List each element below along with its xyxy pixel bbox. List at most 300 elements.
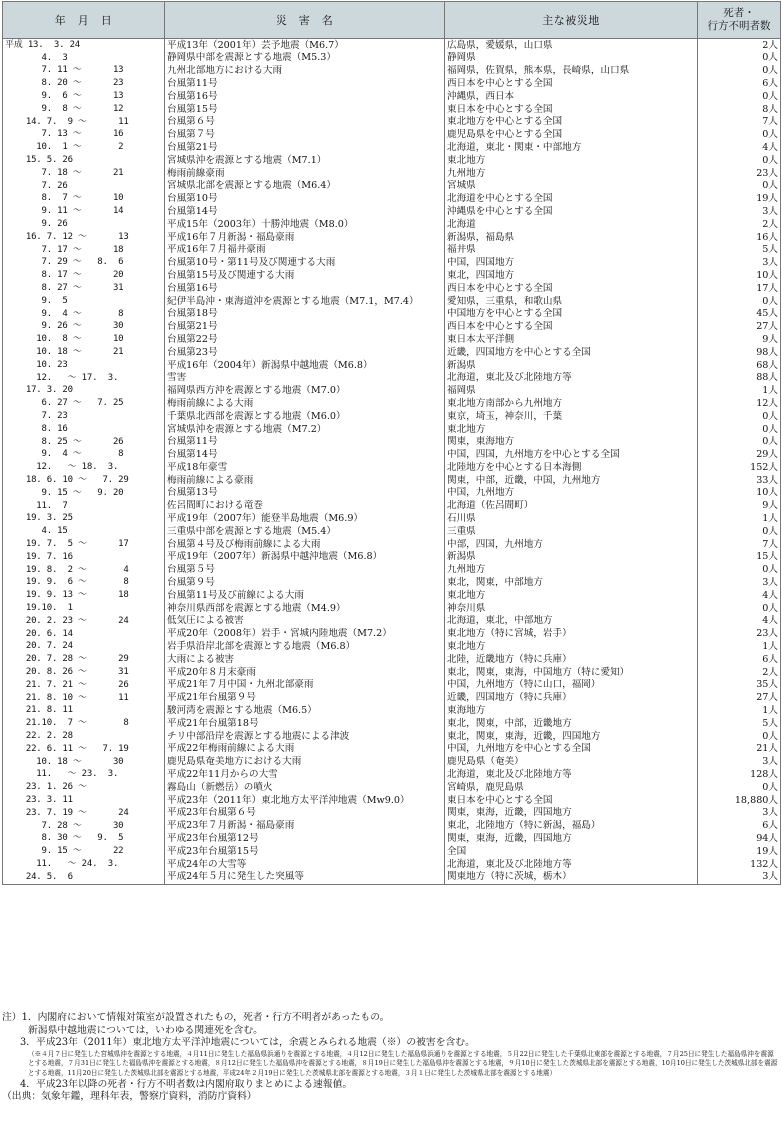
row-disaster-name: 平成24年の大雪等 [165, 858, 445, 871]
row-affected-area: 西日本を中心とする全国 [445, 321, 698, 334]
row-date: 21. 7. 21 ～ 26 [3, 679, 165, 692]
row-disaster-name: 佐呂間町における竜巻 [165, 500, 445, 513]
table-row [3, 244, 781, 257]
row-date: 11. ～ 24. 3. [3, 858, 165, 871]
header-date: 年 月 日 [3, 2, 165, 39]
row-deaths: 9人 [698, 500, 781, 513]
row-affected-area: 静岡県 [445, 52, 698, 65]
table-row [3, 615, 781, 628]
row-deaths: 17人 [698, 282, 781, 295]
row-date: 23. 1. 26 ～ [3, 781, 165, 794]
row-disaster-name: 台風第15号及び関連する大雨 [165, 269, 445, 282]
row-deaths: 94人 [698, 832, 781, 845]
row-date: 9. 8 ～ 12 [3, 103, 165, 116]
table-row [3, 39, 781, 52]
row-disaster-name: 梅雨前線豪雨 [165, 167, 445, 180]
row-affected-area: 北海道 [445, 218, 698, 231]
row-deaths: 4人 [698, 589, 781, 602]
row-affected-area: 東日本を中心とする全国 [445, 794, 698, 807]
table-row [3, 551, 781, 564]
row-disaster-name: 平成23年台風第12号 [165, 832, 445, 845]
table-row [3, 52, 781, 65]
table-row [3, 512, 781, 525]
row-deaths: 15人 [698, 551, 781, 564]
row-disaster-name: 台風第14号 [165, 449, 445, 462]
table-row [3, 461, 781, 474]
row-affected-area: 全国 [445, 845, 698, 858]
row-disaster-name: 梅雨前線による大雨 [165, 397, 445, 410]
row-date: 7. 13 ～ 16 [3, 129, 165, 142]
row-disaster-name: 静岡県中部を震源とする地震（M5.3） [165, 52, 445, 65]
row-affected-area: 沖縄県を中心とする全国 [445, 205, 698, 218]
row-deaths: 0人 [698, 295, 781, 308]
row-date: 10. 8 ～ 10 [3, 333, 165, 346]
row-deaths: 98人 [698, 346, 781, 359]
row-deaths: 3人 [698, 871, 781, 884]
table-row [3, 372, 781, 385]
row-date: 8. 16 [3, 423, 165, 436]
row-deaths: 9人 [698, 333, 781, 346]
row-date: 23. 3. 11 [3, 794, 165, 807]
table-row [3, 257, 781, 270]
row-deaths: 0人 [698, 564, 781, 577]
table-row [3, 628, 781, 641]
row-deaths: 29人 [698, 449, 781, 462]
row-deaths: 8人 [698, 103, 781, 116]
row-deaths: 16人 [698, 231, 781, 244]
table-row [3, 205, 781, 218]
row-date: 7. 17 ～ 18 [3, 244, 165, 257]
row-date: 7. 11 ～ 13 [3, 65, 165, 78]
row-deaths: 2人 [698, 666, 781, 679]
row-affected-area: 新潟県 [445, 359, 698, 372]
row-affected-area: 東日本太平洋側 [445, 333, 698, 346]
row-deaths: 2人 [698, 39, 781, 52]
row-affected-area: 東北地方 [445, 423, 698, 436]
row-date: 9. 4 ～ 8 [3, 308, 165, 321]
row-disaster-name: 平成19年（2007年）能登半島地震（M6.9） [165, 512, 445, 525]
row-date: 8. 20 ～ 23 [3, 77, 165, 90]
row-date: 20. 7. 24 [3, 640, 165, 653]
table-row [3, 295, 781, 308]
table-row [3, 666, 781, 679]
row-deaths: 19人 [698, 193, 781, 206]
row-affected-area: 西日本を中心とする全国 [445, 77, 698, 90]
table-row [3, 768, 781, 781]
table-row [3, 346, 781, 359]
row-affected-area: 北海道を中心とする全国 [445, 193, 698, 206]
table-row [3, 333, 781, 346]
row-affected-area: 関東，東海，近畿，四国地方 [445, 807, 698, 820]
row-affected-area: 新潟県，福島県 [445, 231, 698, 244]
row-deaths: 132人 [698, 858, 781, 871]
row-affected-area: 福岡県，佐賀県，熊本県，長崎県，山口県 [445, 65, 698, 78]
row-disaster-name: 神奈川県西部を震源とする地震（M4.9） [165, 602, 445, 615]
table-row [3, 154, 781, 167]
row-affected-area: 北海道（佐呂間町） [445, 500, 698, 513]
row-date: 9. 26 [3, 218, 165, 231]
row-date: 19. 7. 16 [3, 551, 165, 564]
row-date: 7. 28 ～ 30 [3, 820, 165, 833]
table-row [3, 717, 781, 730]
row-deaths: 3人 [698, 205, 781, 218]
row-deaths: 5人 [698, 717, 781, 730]
row-deaths: 10人 [698, 269, 781, 282]
table-row [3, 141, 781, 154]
row-disaster-name: チリ中部沿岸を震源とする地震による津波 [165, 730, 445, 743]
row-affected-area: 東北地方南部から九州地方 [445, 397, 698, 410]
row-deaths: 1人 [698, 512, 781, 525]
row-date: 8. 27 ～ 31 [3, 282, 165, 295]
table-row [3, 679, 781, 692]
row-affected-area: 石川県 [445, 512, 698, 525]
row-affected-area: 九州地方 [445, 167, 698, 180]
table-row [3, 474, 781, 487]
row-affected-area: 沖縄県，西日本 [445, 90, 698, 103]
row-affected-area: 関東，東海，近畿，四国地方 [445, 832, 698, 845]
row-deaths: 33人 [698, 474, 781, 487]
row-date: 9. 11 ～ 14 [3, 205, 165, 218]
row-affected-area: 福井県 [445, 244, 698, 257]
row-disaster-name: 大雨による被害 [165, 653, 445, 666]
row-deaths: 0人 [698, 180, 781, 193]
row-affected-area: 北海道，東北・関東・中部地方 [445, 141, 698, 154]
note-3-detail: （※４月７日に発生した宮城県沖を震源とする地震，４月11日に発生した福島県浜通りを震源とする地震，４月12日に発生した福島県浜通りを震源とする地震，５月22日に発生した千葉県北東部を震源とする地震，７月25日に発生した福島県沖を震源とする地震，７月31日に発生した福島県沖を震源とする地震，８月12日に発生した福島県沖を震源とする地震，８月19日に発生した福島県沖を震源とする地震，９月10日に発生した茨城県北部を震源とする地震，10月10日に発生した茨城県北部を震源とする地震，11月20日に発生した茨城県北部を震源とする地震，平成24年２月19日に発生した茨城県北部を震源とする地震，３月１日に発生した茨城県北部を震源とする地震） [28, 1049, 778, 1077]
row-deaths: 6人 [698, 77, 781, 90]
table-row [3, 832, 781, 845]
row-disaster-name: 台風第11号及び前線による大雨 [165, 589, 445, 602]
row-disaster-name: 台風第10号・第11号及び関連する大雨 [165, 257, 445, 270]
table-row [3, 820, 781, 833]
row-date: 16. 7. 12 ～ 13 [3, 231, 165, 244]
row-affected-area: 中国，九州地方 [445, 487, 698, 500]
row-disaster-name: 平成18年豪雪 [165, 461, 445, 474]
row-deaths: 88人 [698, 372, 781, 385]
row-deaths: 1人 [698, 640, 781, 653]
row-date: 19. 9. 13 ～ 18 [3, 589, 165, 602]
row-disaster-name: 鹿児島県奄美地方における大雨 [165, 756, 445, 769]
row-deaths: 6人 [698, 820, 781, 833]
table-row [3, 116, 781, 129]
row-date: 20. 8. 26 ～ 31 [3, 666, 165, 679]
row-deaths: 23人 [698, 628, 781, 641]
row-deaths: 3人 [698, 257, 781, 270]
row-date: 6. 27 ～ 7. 25 [3, 397, 165, 410]
row-affected-area: 関東地方（特に茨城，栃木） [445, 871, 698, 884]
row-deaths: 2人 [698, 218, 781, 231]
table-row [3, 436, 781, 449]
row-affected-area: 東北，関東，東海，近畿，四国地方 [445, 730, 698, 743]
row-affected-area: 東海地方 [445, 704, 698, 717]
table-row [3, 653, 781, 666]
table-row [3, 282, 781, 295]
row-disaster-name: 平成22年梅雨前線による大雨 [165, 743, 445, 756]
row-deaths: 18,880人 [698, 794, 781, 807]
header-deaths [698, 2, 781, 39]
row-affected-area: 東日本を中心とする全国 [445, 103, 698, 116]
row-date: 7. 29 ～ 8. 6 [3, 257, 165, 270]
row-date: 9. 4 ～ 8 [3, 449, 165, 462]
row-affected-area: 北海道，東北及び北陸地方等 [445, 768, 698, 781]
row-affected-area: 東北地方 [445, 640, 698, 653]
table-row [3, 576, 781, 589]
row-date: 20. 6. 14 [3, 628, 165, 641]
row-disaster-name: 台風第４号及び梅雨前線による大雨 [165, 538, 445, 551]
table-row [3, 743, 781, 756]
row-deaths: 7人 [698, 538, 781, 551]
row-disaster-name: 台風第16号 [165, 90, 445, 103]
row-deaths: 23人 [698, 167, 781, 180]
table-row [3, 77, 781, 90]
row-deaths: 1人 [698, 704, 781, 717]
row-deaths: 27人 [698, 692, 781, 705]
row-affected-area: 中国，四国地方 [445, 257, 698, 270]
table-row [3, 525, 781, 538]
row-affected-area: 北海道，東北及び北陸地方等 [445, 372, 698, 385]
row-affected-area: 東北地方 [445, 154, 698, 167]
row-affected-area: 中国地方を中心とする全国 [445, 308, 698, 321]
row-disaster-name: 雪害 [165, 372, 445, 385]
row-disaster-name: 台風第13号 [165, 487, 445, 500]
row-deaths: 0人 [698, 730, 781, 743]
row-date: 7. 18 ～ 21 [3, 167, 165, 180]
row-date: 8. 7 ～ 10 [3, 193, 165, 206]
row-date: 9. 15 ～ 9. 20 [3, 487, 165, 500]
row-deaths: 12人 [698, 397, 781, 410]
row-disaster-name: 平成13年（2001年）芸予地震（M6.7） [165, 39, 445, 52]
row-date: 9. 6 ～ 13 [3, 90, 165, 103]
note-2: 新潟県中越地震については，いわゆる関連死を含む。 [28, 1024, 263, 1036]
table-header-row [3, 2, 781, 39]
table-row [3, 180, 781, 193]
table-row [3, 449, 781, 462]
row-disaster-name: 台風第11号 [165, 436, 445, 449]
row-disaster-name: 紀伊半島沖・東海道沖を震源とする地震（M7.1，M7.4） [165, 295, 445, 308]
row-disaster-name: 駿河湾を震源とする地震（M6.5） [165, 704, 445, 717]
table-row [3, 730, 781, 743]
row-date: 平成 13. 3. 24 [3, 39, 165, 52]
row-date: 22. 2. 28 [3, 730, 165, 743]
row-deaths: 4人 [698, 615, 781, 628]
row-disaster-name: 台風第11号 [165, 77, 445, 90]
row-disaster-name: 宮城県沖を震源とする地震（M7.1） [165, 154, 445, 167]
row-date: 8. 30 ～ 9. 5 [3, 832, 165, 845]
row-affected-area: 広島県，愛媛県，山口県 [445, 39, 698, 52]
table-row [3, 807, 781, 820]
note-4: 4．平成23年以降の死者・行方不明者数は内閣府取りまとめによる速報値。 [20, 1078, 353, 1090]
row-affected-area: 西日本を中心とする全国 [445, 282, 698, 295]
table-row [3, 359, 781, 372]
row-date: 9. 26 ～ 30 [3, 321, 165, 334]
row-deaths: 0人 [698, 154, 781, 167]
row-date: 19. 8. 2 ～ 4 [3, 564, 165, 577]
table-row [3, 218, 781, 231]
row-disaster-name: 低気圧による被害 [165, 615, 445, 628]
row-date: 9. 5 [3, 295, 165, 308]
row-affected-area: 中国，四国，九州地方を中心とする全国 [445, 449, 698, 462]
table-row [3, 845, 781, 858]
table-body [3, 39, 781, 885]
table-row [3, 564, 781, 577]
table-row [3, 602, 781, 615]
row-deaths: 45人 [698, 308, 781, 321]
row-deaths: 0人 [698, 65, 781, 78]
row-disaster-name: 平成20年（2008年）岩手・宮城内陸地震（M7.2） [165, 628, 445, 641]
row-disaster-name: 台風第10号 [165, 193, 445, 206]
row-deaths: 10人 [698, 487, 781, 500]
header-disaster-name: 災 害 名 [165, 2, 445, 39]
row-date: 10. 18 ～ 21 [3, 346, 165, 359]
row-disaster-name: 平成23年７月新潟・福島豪雨 [165, 820, 445, 833]
row-date: 10. 1 ～ 2 [3, 141, 165, 154]
row-affected-area: 中国，九州地方を中心とする全国 [445, 743, 698, 756]
row-disaster-name: 三重県中部を震源とする地震（M5.4） [165, 525, 445, 538]
row-deaths: 3人 [698, 576, 781, 589]
row-affected-area: 北陸地方を中心とする日本海側 [445, 461, 698, 474]
source-note: （出典：気象年鑑，理科年表，警察庁資料，消防庁資料） [2, 1091, 257, 1103]
row-disaster-name: 千葉県北西部を震源とする地震（M6.0） [165, 410, 445, 423]
row-deaths: 0人 [698, 781, 781, 794]
table-row [3, 538, 781, 551]
note-1: 注）1．内閣府において情報対策室が設置されたもの，死者・行方不明者があったもの。 [2, 1012, 390, 1023]
row-affected-area: 東北，関東，東海，中国地方（特に愛知） [445, 666, 698, 679]
table-row [3, 321, 781, 334]
row-date: 7. 23 [3, 410, 165, 423]
row-affected-area: 関東，東海地方 [445, 436, 698, 449]
row-date: 21. 8. 10 ～ 11 [3, 692, 165, 705]
table-row [3, 423, 781, 436]
table-row [3, 756, 781, 769]
row-disaster-name: 岩手県沿岸北部を震源とする地震（M6.8） [165, 640, 445, 653]
row-disaster-name: 台風第23号 [165, 346, 445, 359]
table-row [3, 781, 781, 794]
row-deaths: 0人 [698, 423, 781, 436]
row-disaster-name: 台風第15号 [165, 103, 445, 116]
row-disaster-name: 平成16年７月福井豪雨 [165, 244, 445, 257]
row-disaster-name: 平成15年（2003年）十勝沖地震（M8.0） [165, 218, 445, 231]
row-disaster-name: 平成16年（2004年）新潟県中越地震（M6.8） [165, 359, 445, 372]
table-row [3, 90, 781, 103]
row-affected-area: 中国，九州地方（特に山口，福岡） [445, 679, 698, 692]
row-affected-area: 鹿児島県を中心とする全国 [445, 129, 698, 142]
row-date: 18. 6. 10 ～ 7. 29 [3, 474, 165, 487]
table-row [3, 704, 781, 717]
header-deaths-line1: 死者・ [723, 7, 755, 19]
table-row [3, 397, 781, 410]
row-date: 10. 18 ～ 30 [3, 756, 165, 769]
row-disaster-name: 平成16年７月新潟・福島豪雨 [165, 231, 445, 244]
row-date: 15. 5. 26 [3, 154, 165, 167]
row-date: 4. 15 [3, 525, 165, 538]
row-affected-area: 神奈川県 [445, 602, 698, 615]
table-row [3, 269, 781, 282]
row-date: 12. ～ 17. 3. [3, 372, 165, 385]
row-deaths: 35人 [698, 679, 781, 692]
row-affected-area: 東北，四国地方 [445, 269, 698, 282]
row-affected-area: 鹿児島県（奄美） [445, 756, 698, 769]
row-affected-area: 北海道，東北及び北陸地方等 [445, 858, 698, 871]
row-date: 10. 23 [3, 359, 165, 372]
row-deaths: 0人 [698, 90, 781, 103]
row-date: 8. 17 ～ 20 [3, 269, 165, 282]
row-deaths: 0人 [698, 410, 781, 423]
row-disaster-name: 平成23年台風第６号 [165, 807, 445, 820]
row-deaths: 7人 [698, 116, 781, 129]
row-disaster-name: 台風第21号 [165, 141, 445, 154]
row-date: 12. ～ 18. 3. [3, 461, 165, 474]
row-disaster-name: 九州北部地方における大雨 [165, 65, 445, 78]
table-row [3, 871, 781, 884]
row-disaster-name: 台風第９号 [165, 576, 445, 589]
row-affected-area: 宮崎県，鹿児島県 [445, 781, 698, 794]
row-deaths: 152人 [698, 461, 781, 474]
row-disaster-name: 梅雨前線による豪雨 [165, 474, 445, 487]
table-row [3, 231, 781, 244]
row-affected-area: 東北地方を中心とする全国 [445, 116, 698, 129]
row-deaths: 5人 [698, 244, 781, 257]
row-date: 20. 7. 28 ～ 29 [3, 653, 165, 666]
row-date: 8. 25 ～ 26 [3, 436, 165, 449]
header-affected-area: 主な被災地 [445, 2, 698, 39]
table-row [3, 129, 781, 142]
row-affected-area: 近畿，四国地方（特に兵庫） [445, 692, 698, 705]
row-deaths: 1人 [698, 385, 781, 398]
table-row [3, 794, 781, 807]
row-affected-area: 北海道，東北，中部地方 [445, 615, 698, 628]
table-row [3, 640, 781, 653]
row-affected-area: 東北地方 [445, 589, 698, 602]
row-deaths: 4人 [698, 141, 781, 154]
row-date: 9. 15 ～ 22 [3, 845, 165, 858]
row-disaster-name: 台風第５号 [165, 564, 445, 577]
row-disaster-name: 平成23年（2011年）東北地方太平洋沖地震（Mw9.0） [165, 794, 445, 807]
disaster-table [2, 1, 781, 885]
row-affected-area: 北陸，近畿地方（特に兵庫） [445, 653, 698, 666]
row-date: 21. 8. 11 [3, 704, 165, 717]
row-deaths: 3人 [698, 807, 781, 820]
row-affected-area: 九州地方 [445, 564, 698, 577]
table-row [3, 692, 781, 705]
table-row [3, 103, 781, 116]
row-deaths: 68人 [698, 359, 781, 372]
row-deaths: 21人 [698, 743, 781, 756]
row-disaster-name: 福岡県西方沖を震源とする地震（M7.0） [165, 385, 445, 398]
row-disaster-name: 台風第16号 [165, 282, 445, 295]
row-disaster-name: 霧島山（新燃岳）の噴火 [165, 781, 445, 794]
row-date: 11. 7 [3, 500, 165, 513]
row-date: 11. ～ 23. 3. [3, 768, 165, 781]
row-date: 20. 2. 23 ～ 24 [3, 615, 165, 628]
row-date: 7. 26 [3, 180, 165, 193]
row-date: 14. 7. 9 ～ 11 [3, 116, 165, 129]
row-affected-area: 宮城県 [445, 180, 698, 193]
row-deaths: 27人 [698, 321, 781, 334]
row-date: 19. 3. 25 [3, 512, 165, 525]
row-date: 19.10. 1 [3, 602, 165, 615]
row-deaths: 0人 [698, 129, 781, 142]
row-date: 21.10. 7 ～ 8 [3, 717, 165, 730]
row-disaster-name: 宮城県北部を震源とする地震（M6.4） [165, 180, 445, 193]
row-affected-area: 近畿，四国地方を中心とする全国 [445, 346, 698, 359]
table-row [3, 500, 781, 513]
row-disaster-name: 平成22年11月からの大雪 [165, 768, 445, 781]
note-3: 3．平成23年（2011年）東北地方太平洋沖地震については，余震とみられる地震（※）の被害を含む。 [20, 1037, 475, 1049]
row-affected-area: 愛知県，三重県，和歌山県 [445, 295, 698, 308]
row-disaster-name: 平成21年台風第９号 [165, 692, 445, 705]
row-date: 19. 9. 6 ～ 8 [3, 576, 165, 589]
table-row [3, 858, 781, 871]
row-date: 24. 5. 6 [3, 871, 165, 884]
